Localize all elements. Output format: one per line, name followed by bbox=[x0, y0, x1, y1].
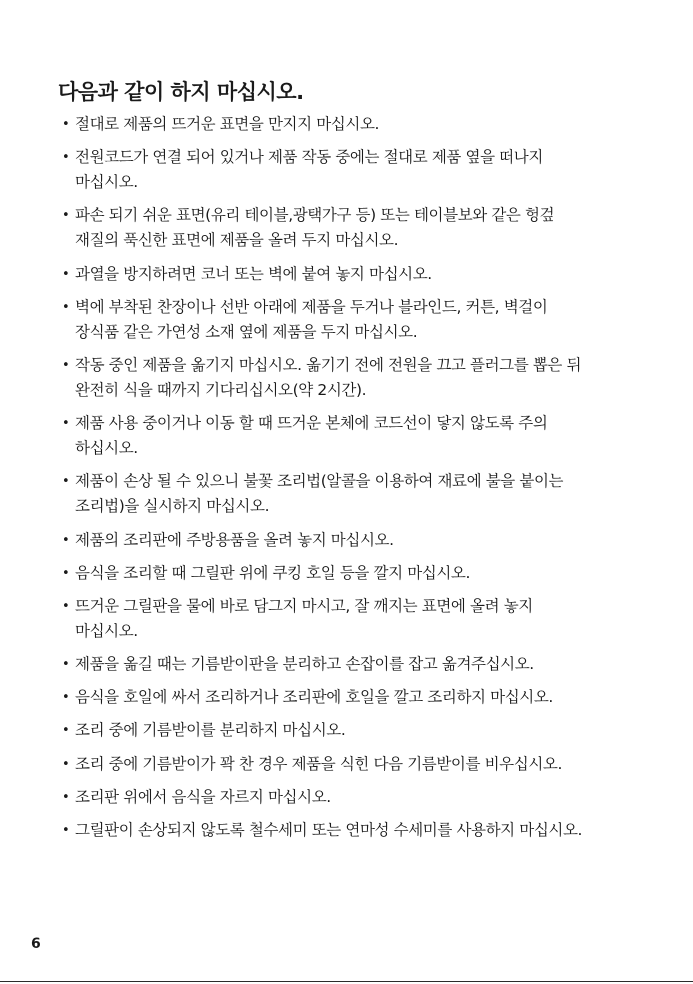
bullet-icon: • bbox=[62, 208, 70, 224]
warning-item bbox=[62, 652, 662, 677]
warning-item bbox=[62, 411, 662, 461]
bullet-icon: • bbox=[62, 598, 70, 614]
warning-item bbox=[62, 561, 662, 586]
warning-text-line: 제품을 옮길 때는 기름받이판을 분리하고 손잡이를 잡고 옮겨주십시오. bbox=[75, 655, 534, 674]
warning-text-line: 조리 중에 기름받이가 꽉 찬 경우 제품을 식힌 다음 기름받이를 비우십시오. bbox=[75, 754, 562, 773]
warning-text-line: 마십시오. bbox=[75, 173, 138, 192]
warning-text-line: 제품이 손상 될 수 있으니 불꽃 조리법(알콜을 이용하여 재료에 불을 붙이는 bbox=[75, 472, 564, 491]
footer-divider bbox=[0, 981, 693, 982]
warning-item bbox=[62, 718, 662, 743]
warning-item bbox=[62, 145, 662, 195]
bullet-icon: • bbox=[62, 416, 70, 432]
warning-text-line: 음식을 호일에 싸서 조리하거나 조리판에 호일을 깔고 조리하지 마십시오. bbox=[75, 688, 553, 707]
bullet-icon: • bbox=[62, 532, 70, 548]
warning-text-line: 음식을 조리할 때 그릴판 위에 쿠킹 호일 등을 깔지 마십시오. bbox=[75, 563, 471, 582]
page-title: 다음과 같이 하지 마십시오. bbox=[58, 80, 304, 104]
warning-item bbox=[62, 785, 662, 810]
bullet-icon: • bbox=[62, 150, 70, 166]
warning-text-line: 작동 중인 제품을 옮기지 마십시오. 옮기기 전에 전원을 끄고 플러그를 뽑은 뒤 bbox=[75, 355, 582, 374]
bullet-icon: • bbox=[62, 723, 70, 739]
warning-text-line: 재질의 푹신한 표면에 제품을 올려 두지 마십시오. bbox=[75, 231, 399, 250]
warning-text-line: 뜨거운 그릴판을 물에 바로 담그지 마시고, 잘 깨지는 표면에 올려 놓지 bbox=[75, 596, 533, 615]
warning-text-line: 마십시오. bbox=[75, 621, 138, 640]
warning-text-line: 과열을 방지하려면 코너 또는 벽에 붙여 놓지 마십시오. bbox=[75, 264, 432, 283]
bullet-icon: • bbox=[62, 823, 70, 838]
bullet-icon: • bbox=[62, 266, 70, 282]
bullet-icon: • bbox=[62, 474, 70, 490]
warning-text-line: 장식품 같은 가연성 소재 옆에 제품을 두지 마십시오. bbox=[75, 322, 418, 341]
warning-text-line: 전원코드가 연결 되어 있거나 제품 작동 중에는 절대로 제품 옆을 떠나지 bbox=[75, 148, 543, 167]
warning-item bbox=[62, 752, 662, 777]
warning-text-line: 벽에 부착된 찬장이나 선반 아래에 제품을 두거나 블라인드, 커튼, 벽걸이 bbox=[75, 297, 548, 316]
warning-item bbox=[62, 685, 662, 710]
bullet-icon: • bbox=[62, 756, 70, 772]
warning-text-line: 완전히 식을 때까지 기다리십시오(약 2시간). bbox=[75, 380, 367, 399]
warning-item bbox=[62, 594, 662, 644]
bullet-icon: • bbox=[62, 789, 70, 805]
bullet-icon: • bbox=[62, 117, 70, 132]
page-number: 6 bbox=[31, 936, 41, 952]
warning-text-line: 절대로 제품의 뜨거운 표면을 만지지 마십시오. bbox=[75, 115, 380, 133]
warning-text-line: 조리판 위에서 음식을 자르지 마십시오. bbox=[75, 787, 331, 806]
bullet-icon: • bbox=[62, 357, 70, 373]
bullet-icon: • bbox=[62, 690, 70, 706]
warning-item bbox=[62, 262, 662, 287]
warning-text-line: 조리 중에 기름받이를 분리하지 마십시오. bbox=[75, 721, 346, 740]
bullet-icon: • bbox=[62, 657, 70, 673]
warning-item bbox=[62, 112, 662, 137]
bullet-icon: • bbox=[62, 565, 70, 581]
warning-text-line: 그릴판이 손상되지 않도록 철수세미 또는 연마성 수세미를 사용하지 마십시오. bbox=[75, 821, 583, 839]
warning-item bbox=[62, 818, 662, 843]
warning-item bbox=[62, 353, 662, 403]
warning-text-line: 제품 사용 중이거나 이동 할 때 뜨거운 본체에 코드선이 닿지 않도록 주의 bbox=[75, 414, 548, 433]
warning-text-line: 하십시오. bbox=[75, 439, 138, 458]
warning-text-line: 파손 되기 쉬운 표면(유리 테이블,광택가구 등) 또는 테이블보와 같은 헝겊 bbox=[75, 206, 555, 225]
warning-item bbox=[62, 469, 662, 519]
warning-item bbox=[62, 203, 662, 253]
warning-text-line: 제품의 조리판에 주방용품을 올려 놓지 마십시오. bbox=[75, 530, 394, 549]
warning-item bbox=[62, 295, 662, 345]
warning-text-line: 조리법)을 실시하지 마십시오. bbox=[75, 497, 270, 516]
bullet-icon: • bbox=[62, 299, 70, 315]
warning-item bbox=[62, 528, 662, 553]
warning-list bbox=[62, 112, 662, 851]
